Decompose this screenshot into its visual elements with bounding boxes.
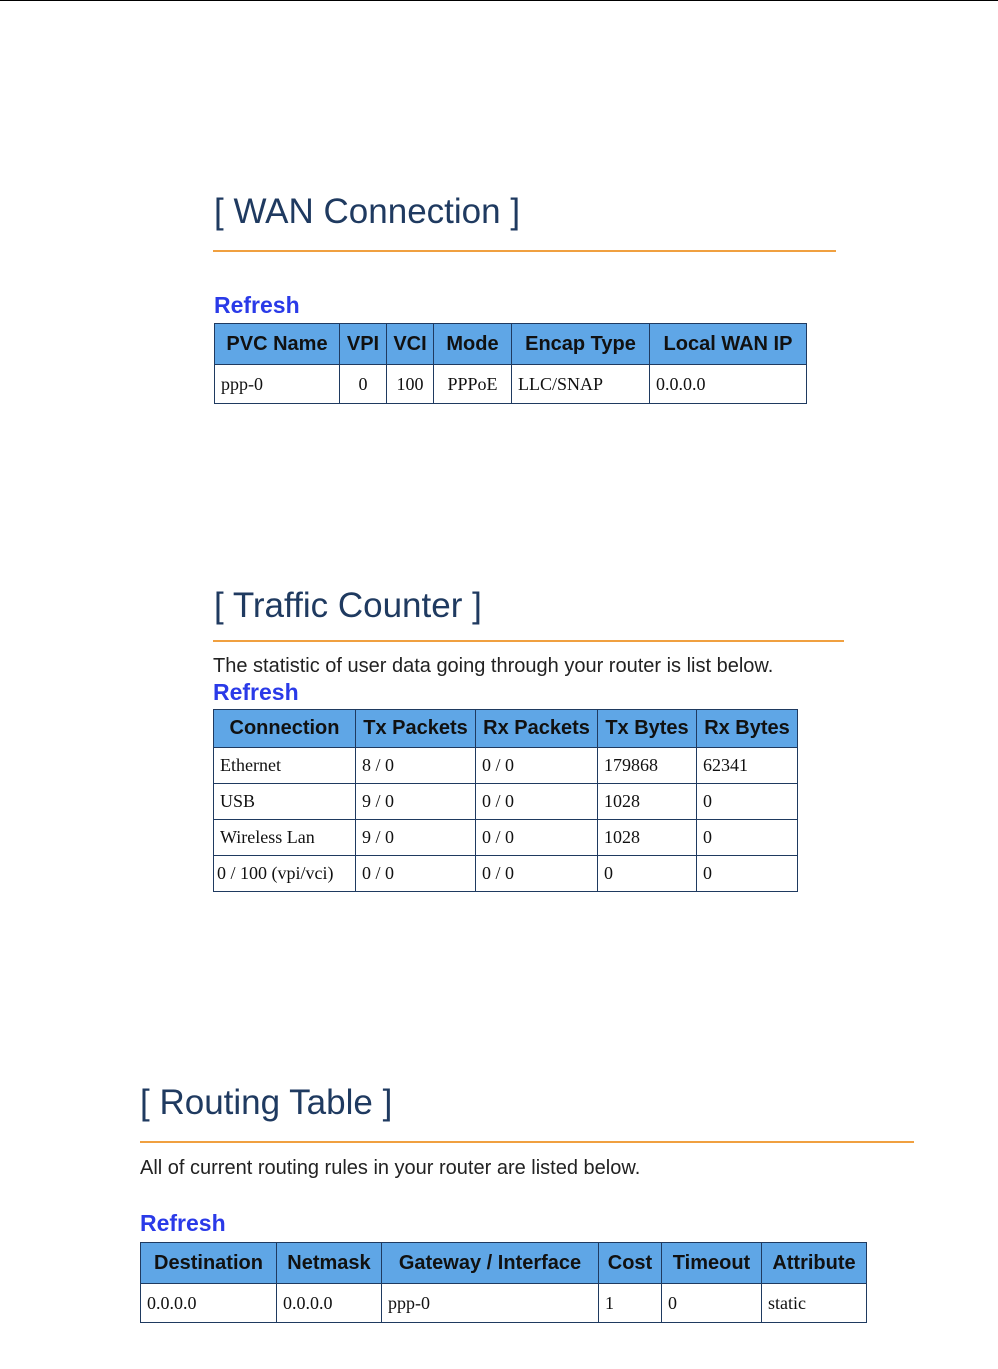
routing-description: All of current routing rules in your router are listed below. xyxy=(140,1157,641,1179)
table-header-row xyxy=(215,324,807,365)
routing-table-title: [ Routing Table ] xyxy=(140,1083,393,1122)
table-row xyxy=(214,748,798,784)
cell-cost: 1 xyxy=(599,1284,662,1323)
cell-timeout: 0 xyxy=(662,1284,762,1323)
cell-rx-bytes: 0 xyxy=(697,820,798,856)
wan-title-divider xyxy=(213,250,836,252)
table-header-row xyxy=(141,1243,867,1284)
cell-tx-packets: 8 / 0 xyxy=(356,748,476,784)
column-header-local-wan-ip: Local WAN IP xyxy=(650,324,807,365)
table-header-row xyxy=(214,710,798,748)
cell-tx-bytes: 179868 xyxy=(598,748,697,784)
cell-connection: USB xyxy=(214,784,356,820)
cell-connection: Ethernet xyxy=(214,748,356,784)
routing-refresh-link[interactable]: Refresh xyxy=(140,1210,226,1236)
wan-connection-title: [ WAN Connection ] xyxy=(214,192,521,231)
column-header-encap-type: Encap Type xyxy=(512,324,650,365)
column-header-timeout: Timeout xyxy=(662,1243,762,1284)
routing-title-divider xyxy=(140,1141,914,1143)
wan-connection-table xyxy=(214,323,807,404)
cell-tx-bytes: 1028 xyxy=(598,784,697,820)
column-header-tx-bytes: Tx Bytes xyxy=(598,710,697,748)
cell-tx-bytes: 1028 xyxy=(598,820,697,856)
column-header-vci: VCI xyxy=(387,324,434,365)
cell-mode: PPPoE xyxy=(434,365,512,404)
cell-tx-packets: 0 / 0 xyxy=(356,856,476,892)
cell-gateway-interface: ppp-0 xyxy=(382,1284,599,1323)
cell-tx-packets: 9 / 0 xyxy=(356,784,476,820)
traffic-counter-table xyxy=(213,709,798,892)
cell-connection: Wireless Lan xyxy=(214,820,356,856)
cell-encap-type: LLC/SNAP xyxy=(512,365,650,404)
column-header-rx-packets: Rx Packets xyxy=(476,710,598,748)
cell-rx-bytes: 0 xyxy=(697,784,798,820)
column-header-destination: Destination xyxy=(141,1243,277,1284)
column-header-pvc-name: PVC Name xyxy=(215,324,340,365)
table-row xyxy=(214,784,798,820)
column-header-attribute: Attribute xyxy=(762,1243,867,1284)
cell-vpi: 0 xyxy=(340,365,387,404)
cell-rx-bytes: 0 xyxy=(697,856,798,892)
cell-rx-packets: 0 / 0 xyxy=(476,748,598,784)
traffic-description: The statistic of user data going through your router is list below. xyxy=(213,655,774,677)
cell-tx-bytes: 0 xyxy=(598,856,697,892)
column-header-vpi: VPI xyxy=(340,324,387,365)
cell-rx-packets: 0 / 0 xyxy=(476,820,598,856)
cell-vci: 100 xyxy=(387,365,434,404)
cell-destination: 0.0.0.0 xyxy=(141,1284,277,1323)
column-header-rx-bytes: Rx Bytes xyxy=(697,710,798,748)
traffic-title-divider xyxy=(213,640,844,642)
cell-connection: 0 / 100 (vpi/vci) xyxy=(214,856,356,892)
table-row xyxy=(214,820,798,856)
cell-pvc-name: ppp-0 xyxy=(215,365,340,404)
routing-table xyxy=(140,1242,867,1323)
cell-rx-bytes: 62341 xyxy=(697,748,798,784)
cell-local-wan-ip: 0.0.0.0 xyxy=(650,365,807,404)
column-header-cost: Cost xyxy=(599,1243,662,1284)
column-header-tx-packets: Tx Packets xyxy=(356,710,476,748)
column-header-gateway-interface: Gateway / Interface xyxy=(382,1243,599,1284)
cell-netmask: 0.0.0.0 xyxy=(277,1284,382,1323)
column-header-connection: Connection xyxy=(214,710,356,748)
cell-rx-packets: 0 / 0 xyxy=(476,856,598,892)
cell-tx-packets: 9 / 0 xyxy=(356,820,476,856)
page-top-border xyxy=(0,0,998,1)
table-row xyxy=(141,1284,867,1323)
traffic-refresh-link[interactable]: Refresh xyxy=(213,679,299,705)
wan-refresh-link[interactable]: Refresh xyxy=(214,292,300,318)
table-row xyxy=(215,365,807,404)
column-header-netmask: Netmask xyxy=(277,1243,382,1284)
column-header-mode: Mode xyxy=(434,324,512,365)
traffic-counter-title: [ Traffic Counter ] xyxy=(214,586,482,625)
cell-rx-packets: 0 / 0 xyxy=(476,784,598,820)
table-row xyxy=(214,856,798,892)
cell-attribute: static xyxy=(762,1284,867,1323)
